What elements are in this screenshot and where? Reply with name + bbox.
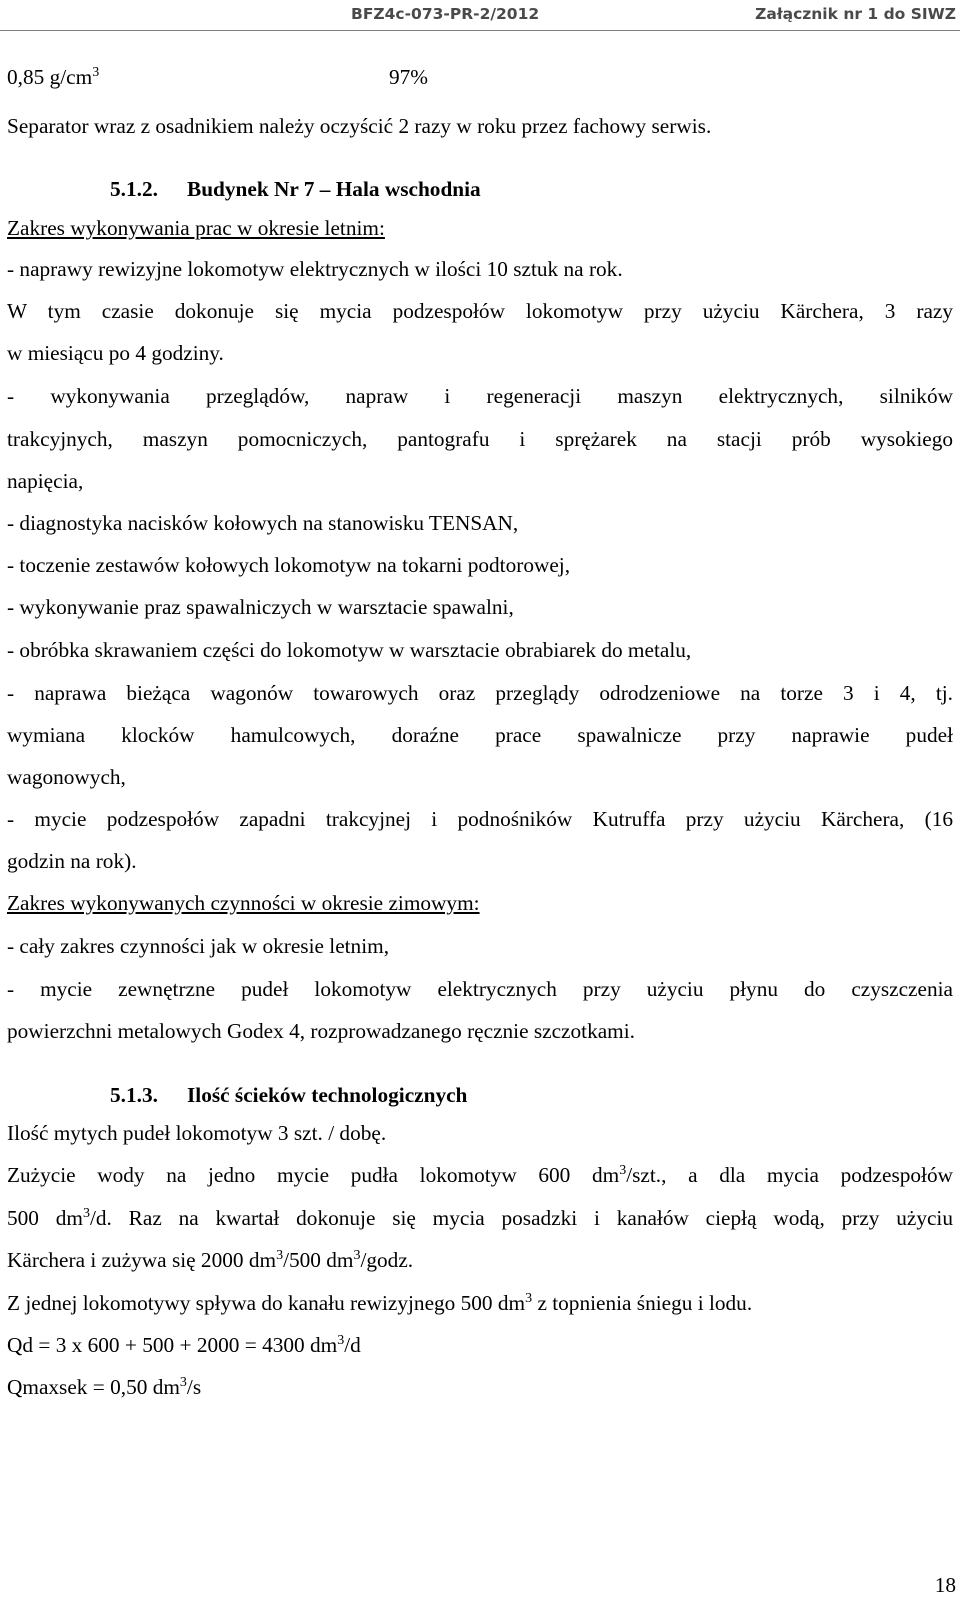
paragraph-line: - mycie podzespołów zapadni trakcyjnej i podnośników Kutruffa przy użyciu Kärchera, (16 [7, 807, 953, 831]
paragraph-line: - wykonywanie praz spawalniczych w warsztacie spawalni, [7, 595, 514, 619]
paragraph-line: - naprawa bieżąca wagonów towarowych oraz przeglądy odrodzeniowe na torze 3 i 4, tj. [7, 681, 953, 705]
paragraph-line: Ilość mytych pudeł lokomotyw 3 szt. / dobę. [7, 1121, 387, 1145]
paragraph-line: powierzchni metalowych Godex 4, rozprowadzanego ręcznie szczotkami. [7, 1019, 635, 1043]
paragraph-line: w miesiącu po 4 godziny. [7, 341, 224, 365]
paragraph-line: W tym czasie dokonuje się mycia podzespołów lokomotyw przy użyciu Kärchera, 3 razy [7, 299, 953, 323]
snow-melt-line: Z jednej lokomotywy spływa do kanału rewizyjnego 500 $dm^3$ z topnienia śniegu i lodu. [7, 1291, 753, 1315]
qmaxsek-formula: Qmaxsek = 0,50 $dm^3/s$ [7, 1375, 202, 1399]
paragraph-line: trakcyjnych, maszyn pomocniczych, pantografu i sprężarek na stacji prób wysokiego [7, 427, 953, 451]
summer-heading: Zakres wykonywania prac w okresie letnim: [7, 216, 385, 240]
paragraph-line: - diagnostyka nacisków kołowych na stanowisku TENSAN, [7, 511, 519, 535]
page-number: 18 [934, 1573, 956, 1597]
paragraph-line: - obróbka skrawaniem części do lokomotyw w warsztacie obrabiarek do metalu, [7, 638, 692, 662]
separator-note: Separator wraz z osadnikiem należy oczyścić 2 razy w roku przez fachowy serwis. [7, 114, 712, 138]
document-reference: BFZ4c-073-PR-2/2012 [351, 5, 540, 23]
paragraph-line: - toczenie zestawów kołowych lokomotyw na tokarni podtorowej, [7, 553, 571, 577]
qd-formula: Qd = 3 x 600 + 500 + 2000 = 4300 $dm^3/d$ [7, 1333, 361, 1357]
winter-heading: Zakres wykonywanych czynności w okresie zimowym: [7, 891, 480, 915]
paragraph-line: wymiana klocków hamulcowych, doraźne prace spawalnicze przy naprawie pudeł [7, 723, 953, 747]
paragraph-line: - naprawy rewizyjne lokomotyw elektrycznych w ilości 10 sztuk na rok. [7, 257, 623, 281]
attachment-label: Załącznik nr 1 do SIWZ [755, 5, 956, 23]
density-line: 0,85 $g/cm^3$ 97% [7, 65, 429, 89]
cleaning-line: 500 $dm^3/d$. Raz na kwartał dokonuje się mycia posadzki i kanałów ciepłą wodą, przy użyciu [7, 1206, 953, 1230]
karcher-line: Kärchera i zużywa się 2000 $dm^3/500$ $dm^3$/godz. [7, 1248, 414, 1272]
page-header [0, 0, 960, 31]
paragraph-line: - wykonywania przeglądów, napraw i regeneracji maszyn elektrycznych, silników [7, 384, 953, 408]
efficiency-value: 97% [389, 65, 429, 89]
paragraph-line: napięcia, [7, 469, 84, 493]
paragraph-line: - mycie zewnętrzne pudeł lokomotyw elektrycznych przy użyciu płynu do czyszczenia [7, 977, 953, 1001]
water-usage-line: Zużycie wody na jedno mycie pudła lokomotyw 600 $dm^3$/szt., a dla mycia podzespołów [7, 1163, 953, 1187]
paragraph-line: wagonowych, [7, 765, 126, 789]
paragraph-line: godzin na rok). [7, 849, 137, 873]
paragraph-line: - cały zakres czynności jak w okresie letnim, [7, 934, 390, 958]
